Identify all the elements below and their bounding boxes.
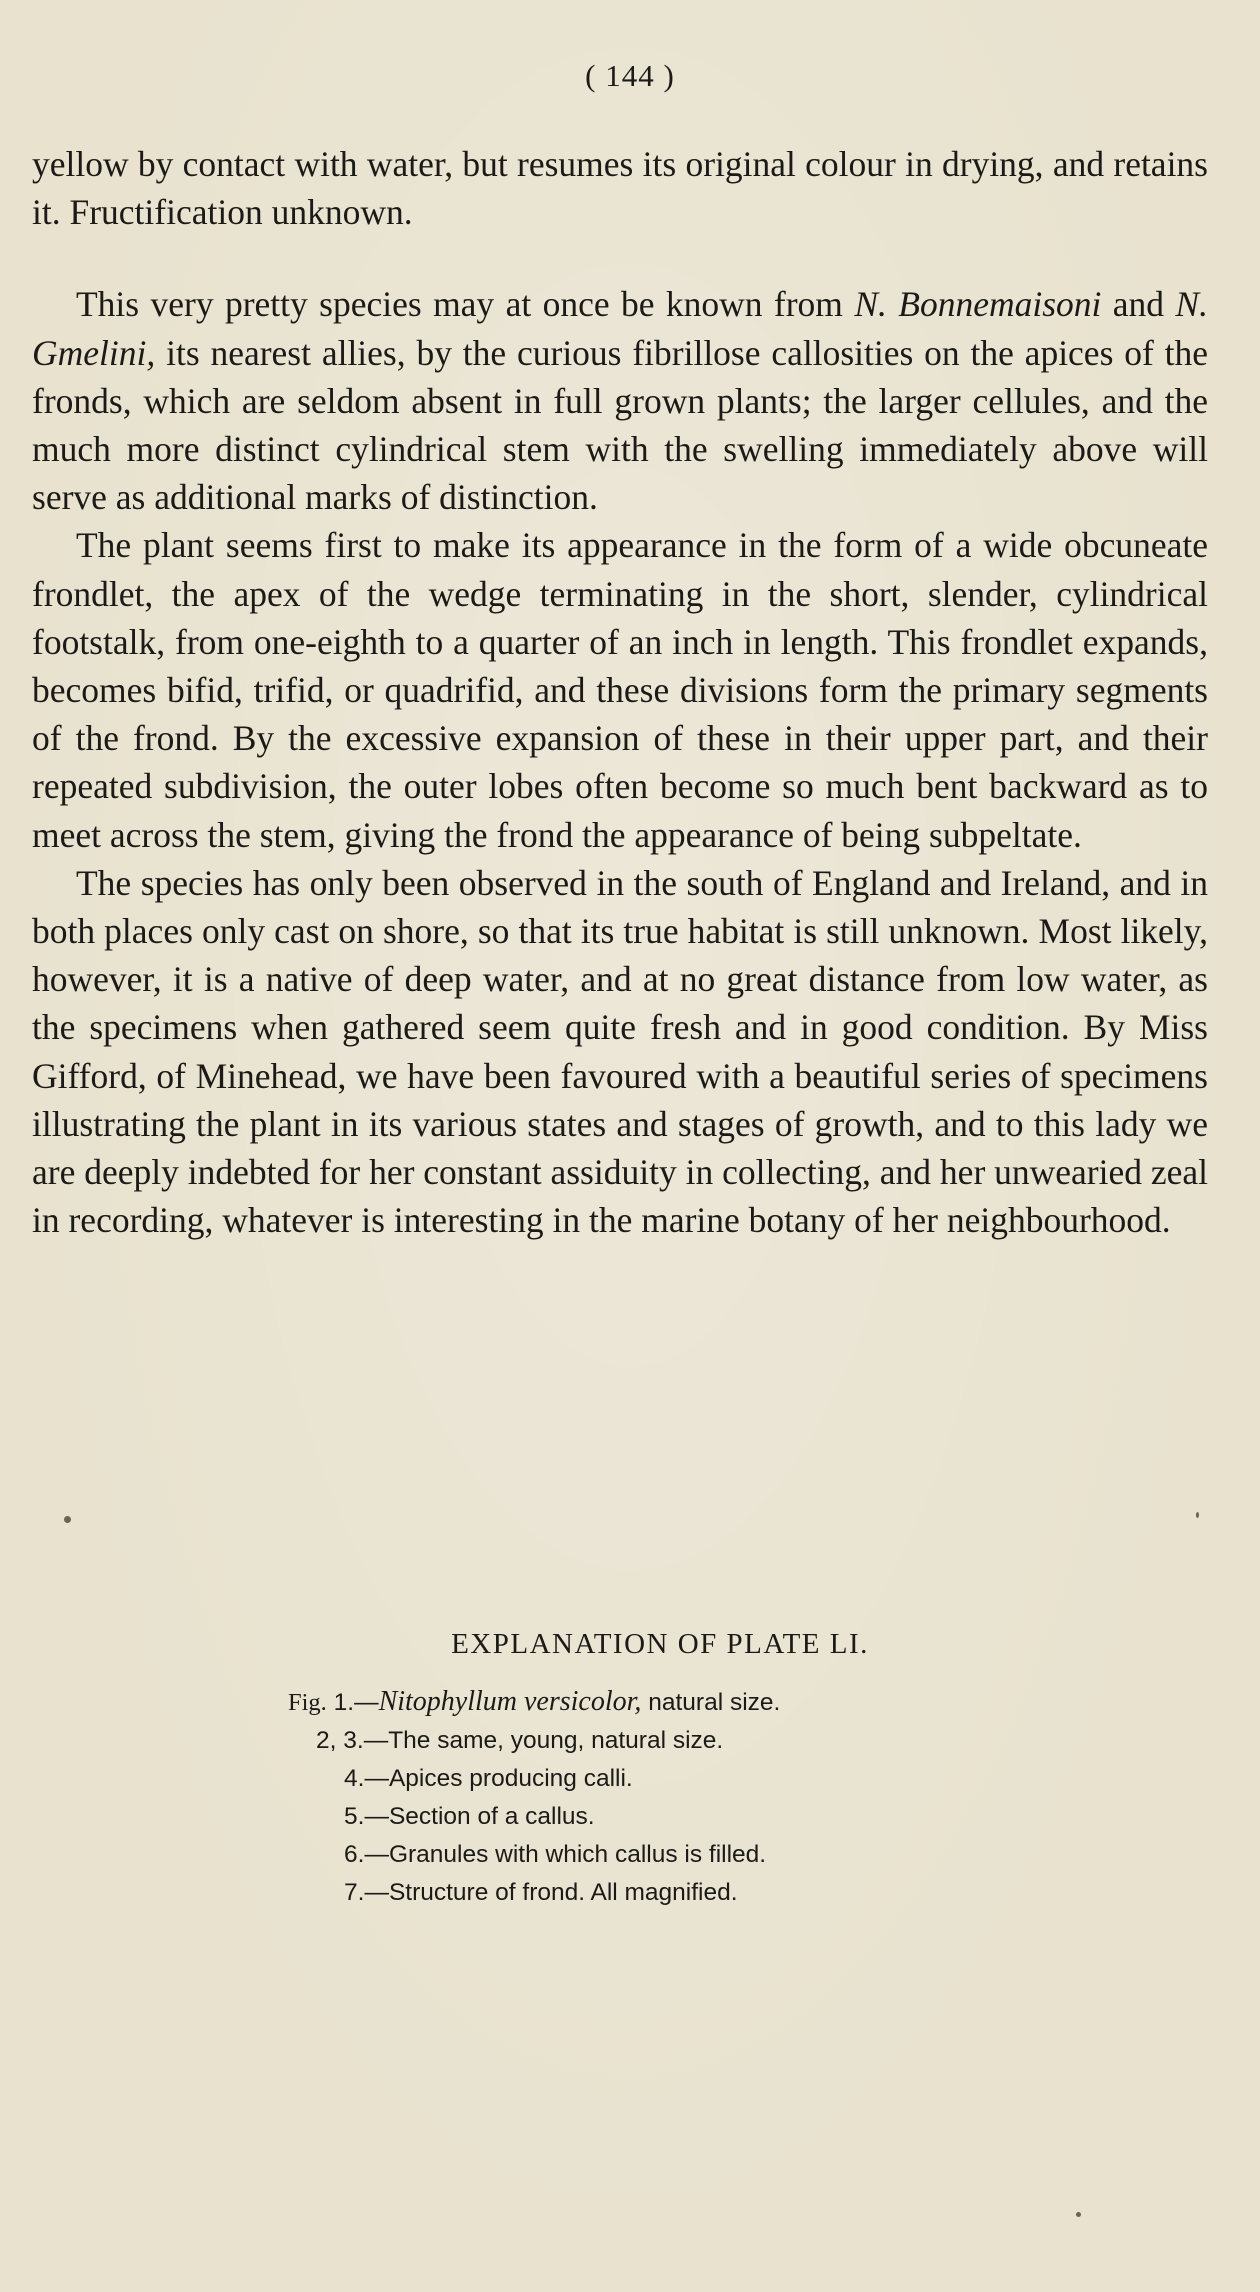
figure-number: 4. <box>344 1765 365 1792</box>
figure-line <box>0 1798 1260 1836</box>
figure-text: — <box>354 1689 379 1716</box>
figure-text: —Granules with which callus is filled. <box>364 1841 767 1868</box>
paragraph-habitat: The species has only been observed in the south of England and Ireland, and in both places only cast on shore, so that its true habitat is still unknown. Most likely, however, it is a native of deep water, and at no great distance from low water, as the specimens when gathered seem quite fresh and in good condition. By Miss Gifford, of Minehead, we have been favoured with a beautiful series of specimens illustrating the plant in its various states and stages of growth, and to this lady we are deeply indebted for her constant assiduity in collecting, and her unwearied zeal in recording, whatever is interesting in the marine botany of her neighbourhood. <box>32 862 1208 1241</box>
figure-number: 1. <box>333 1689 355 1716</box>
figure-list <box>0 1683 1260 1912</box>
paper-speck <box>1196 1512 1199 1518</box>
figure-line <box>0 1722 1260 1760</box>
figure-number: 2, 3. <box>316 1727 364 1754</box>
fig-label: Fig. <box>288 1689 327 1716</box>
plate-heading: EXPLANATION OF PLATE LI. <box>451 1628 869 1660</box>
plate-explanation <box>0 1628 1260 1912</box>
paragraph-continuation: yellow by contact with water, but resumes its original colour in drying, and retains it. Fructification unknown. <box>32 144 1208 233</box>
figure-number: 5. <box>344 1803 365 1830</box>
figure-text: —Apices producing calli. <box>364 1765 633 1792</box>
figure-line <box>0 1683 1260 1722</box>
paper-speck <box>1076 2212 1081 2217</box>
figure-number: 6. <box>344 1841 365 1868</box>
paragraph-species-distinction <box>32 280 1208 521</box>
paragraph-text: This very pretty species may at once be known from <box>76 284 855 325</box>
figure-text: natural size. <box>641 1689 781 1716</box>
figure-text: —Section of a callus. <box>364 1803 595 1830</box>
paragraph-text: its nearest allies, by the curious fibrillose callosities on the apices of the fronds, which are seldom absent in full grown plants; the larger cellules, and the much more distinct cylindrical stem with the swelling immediately above will serve as additional marks of distinction. <box>32 332 1208 518</box>
figure-taxon: Nitophyllum versicolor, <box>378 1686 642 1717</box>
body-text <box>32 140 1208 1244</box>
paragraph-text: and <box>1101 284 1176 325</box>
paragraph-growth: The plant seems first to make its appearance in the form of a wide obcuneate frondlet, the apex of the wedge terminating in the short, slender, cylindrical footstalk, from one-eighth to a quarter of an inch in length. This frondlet expands, becomes bifid, trifid, or quadrifid, and these divisions form the primary segments of the frond. By the excessive expansion of these in their upper part, and their repeated subdivision, the outer lobes often become so much bent backward as to meet across the stem, giving the frond the appearance of being subpeltate. <box>32 525 1208 855</box>
taxon-name: N. Gmelini, <box>32 284 1208 373</box>
figure-line <box>0 1760 1260 1798</box>
figure-text: —The same, young, natural size. <box>363 1727 724 1754</box>
paper-speck <box>64 1516 71 1523</box>
figure-number: 7. <box>344 1879 365 1906</box>
figure-line <box>0 1874 1260 1912</box>
figure-line <box>0 1836 1260 1874</box>
taxon-name: N. Bonnemaisoni <box>854 284 1102 325</box>
figure-text: —Structure of frond. All magnified. <box>364 1879 738 1906</box>
page-number: ( 144 ) <box>585 58 675 93</box>
